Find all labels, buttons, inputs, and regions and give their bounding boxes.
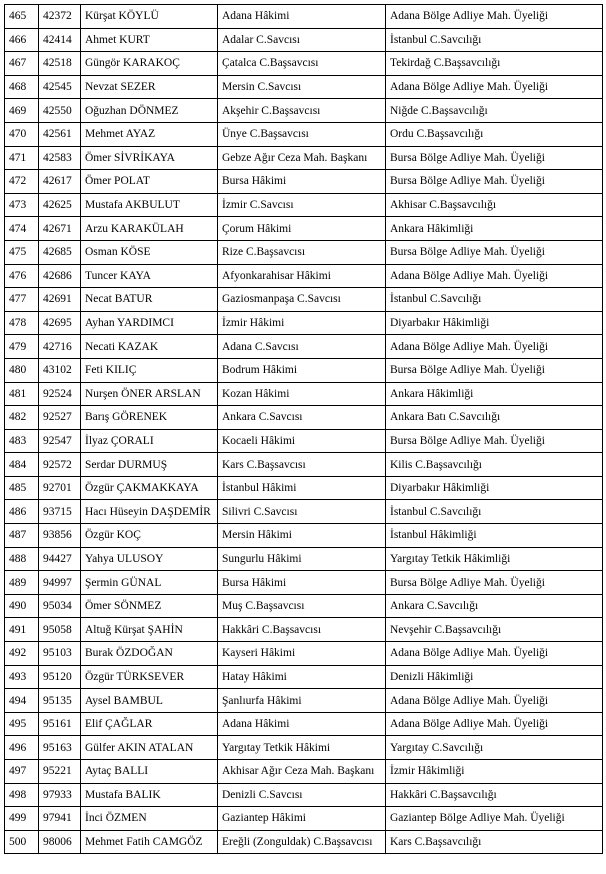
registry-number-cell: 42550: [39, 99, 81, 123]
person-name-cell: Şermin GÜNAL: [81, 571, 218, 595]
person-name-cell: Burak ÖZDOĞAN: [81, 642, 218, 666]
new-position-cell: İzmir Hâkimliği: [386, 760, 603, 784]
registry-number-cell: 93715: [39, 500, 81, 524]
current-position-cell: Gebze Ağır Ceza Mah. Başkanı: [218, 146, 386, 170]
current-position-cell: Çorum Hâkimi: [218, 217, 386, 241]
registry-number-cell: 92524: [39, 382, 81, 406]
table-row: [5, 193, 603, 217]
new-position-cell: İstanbul C.Savcılığı: [386, 288, 603, 312]
registry-number-cell: 95135: [39, 689, 81, 713]
table-row: [5, 240, 603, 264]
row-number-cell: 496: [5, 736, 39, 760]
person-name-cell: Ömer SÖNMEZ: [81, 594, 218, 618]
new-position-cell: İstanbul Hâkimliği: [386, 524, 603, 548]
registry-number-cell: 94427: [39, 547, 81, 571]
person-name-cell: Aytaç BALLI: [81, 760, 218, 784]
table-row: [5, 217, 603, 241]
new-position-cell: Denizli Hâkimliği: [386, 665, 603, 689]
current-position-cell: Gaziantep Hâkimi: [218, 807, 386, 831]
registry-number-cell: 42695: [39, 311, 81, 335]
person-name-cell: Osman KÖSE: [81, 240, 218, 264]
new-position-cell: Adana Bölge Adliye Mah. Üyeliği: [386, 5, 603, 29]
new-position-cell: Bursa Bölge Adliye Mah. Üyeliği: [386, 358, 603, 382]
table-row: [5, 99, 603, 123]
new-position-cell: Gaziantep Bölge Adliye Mah. Üyeliği: [386, 807, 603, 831]
table-row: [5, 146, 603, 170]
new-position-cell: Diyarbakır Hâkimliği: [386, 476, 603, 500]
table-row: [5, 783, 603, 807]
current-position-cell: Adalar C.Savcısı: [218, 28, 386, 52]
table-row: [5, 689, 603, 713]
new-position-cell: Bursa Bölge Adliye Mah. Üyeliği: [386, 429, 603, 453]
person-name-cell: Aysel BAMBUL: [81, 689, 218, 713]
person-name-cell: İlyaz ÇORALI: [81, 429, 218, 453]
person-name-cell: Necat BATUR: [81, 288, 218, 312]
table-row: [5, 524, 603, 548]
new-position-cell: Ordu C.Başsavcılığı: [386, 122, 603, 146]
new-position-cell: Adana Bölge Adliye Mah. Üyeliği: [386, 712, 603, 736]
registry-number-cell: 43102: [39, 358, 81, 382]
registry-number-cell: 42561: [39, 122, 81, 146]
current-position-cell: Kocaeli Hâkimi: [218, 429, 386, 453]
current-position-cell: Kars C.Başsavcısı: [218, 453, 386, 477]
registry-number-cell: 95120: [39, 665, 81, 689]
table-row: [5, 406, 603, 430]
table-row: [5, 618, 603, 642]
new-position-cell: Ankara C.Savcılığı: [386, 594, 603, 618]
current-position-cell: Gaziosmanpaşa C.Savcısı: [218, 288, 386, 312]
row-number-cell: 497: [5, 760, 39, 784]
person-name-cell: Ömer SİVRİKAYA: [81, 146, 218, 170]
registry-number-cell: 95058: [39, 618, 81, 642]
person-name-cell: Mustafa BALIK: [81, 783, 218, 807]
registry-number-cell: 98006: [39, 830, 81, 854]
new-position-cell: Akhisar C.Başsavcılığı: [386, 193, 603, 217]
row-number-cell: 482: [5, 406, 39, 430]
current-position-cell: Ankara C.Savcısı: [218, 406, 386, 430]
new-position-cell: Bursa Bölge Adliye Mah. Üyeliği: [386, 146, 603, 170]
new-position-cell: Ankara Batı C.Savcılığı: [386, 406, 603, 430]
table-row: [5, 500, 603, 524]
person-name-cell: Elif ÇAĞLAR: [81, 712, 218, 736]
registry-number-cell: 92701: [39, 476, 81, 500]
row-number-cell: 494: [5, 689, 39, 713]
table-body: [5, 5, 603, 854]
new-position-cell: Tekirdağ C.Başsavcılığı: [386, 52, 603, 76]
current-position-cell: Ünye C.Başsavcısı: [218, 122, 386, 146]
registry-number-cell: 42691: [39, 288, 81, 312]
table-row: [5, 760, 603, 784]
row-number-cell: 495: [5, 712, 39, 736]
new-position-cell: Adana Bölge Adliye Mah. Üyeliği: [386, 335, 603, 359]
person-name-cell: Nevzat SEZER: [81, 75, 218, 99]
new-position-cell: Hakkâri C.Başsavcılığı: [386, 783, 603, 807]
table-row: [5, 429, 603, 453]
row-number-cell: 498: [5, 783, 39, 807]
new-position-cell: Ankara Hâkimliği: [386, 382, 603, 406]
row-number-cell: 485: [5, 476, 39, 500]
table-row: [5, 453, 603, 477]
table-row: [5, 75, 603, 99]
table-row: [5, 52, 603, 76]
row-number-cell: 484: [5, 453, 39, 477]
person-name-cell: Özgür ÇAKMAKKAYA: [81, 476, 218, 500]
table-row: [5, 594, 603, 618]
row-number-cell: 471: [5, 146, 39, 170]
table-row: [5, 736, 603, 760]
current-position-cell: Mersin C.Savcısı: [218, 75, 386, 99]
table-row: [5, 335, 603, 359]
current-position-cell: Silivri C.Savcısı: [218, 500, 386, 524]
person-name-cell: Serdar DURMUŞ: [81, 453, 218, 477]
table-row: [5, 311, 603, 335]
row-number-cell: 483: [5, 429, 39, 453]
current-position-cell: İstanbul Hâkimi: [218, 476, 386, 500]
table-row: [5, 358, 603, 382]
person-name-cell: Ömer POLAT: [81, 170, 218, 194]
person-name-cell: Gülfer AKIN ATALAN: [81, 736, 218, 760]
appointments-table: [4, 4, 603, 854]
document-page: [4, 4, 602, 854]
new-position-cell: Adana Bölge Adliye Mah. Üyeliği: [386, 642, 603, 666]
current-position-cell: Hakkâri C.Başsavcısı: [218, 618, 386, 642]
row-number-cell: 465: [5, 5, 39, 29]
person-name-cell: Özgür TÜRKSEVER: [81, 665, 218, 689]
current-position-cell: Çatalca C.Başsavcısı: [218, 52, 386, 76]
person-name-cell: Ayhan YARDIMCI: [81, 311, 218, 335]
new-position-cell: Diyarbakır Hâkimliği: [386, 311, 603, 335]
new-position-cell: Adana Bölge Adliye Mah. Üyeliği: [386, 264, 603, 288]
table-row: [5, 642, 603, 666]
row-number-cell: 500: [5, 830, 39, 854]
registry-number-cell: 42625: [39, 193, 81, 217]
new-position-cell: Yargıtay C.Savcılığı: [386, 736, 603, 760]
new-position-cell: Kars C.Başsavcılığı: [386, 830, 603, 854]
table-row: [5, 28, 603, 52]
person-name-cell: Nurşen ÖNER ARSLAN: [81, 382, 218, 406]
registry-number-cell: 95103: [39, 642, 81, 666]
person-name-cell: İnci ÖZMEN: [81, 807, 218, 831]
registry-number-cell: 42583: [39, 146, 81, 170]
row-number-cell: 467: [5, 52, 39, 76]
new-position-cell: Adana Bölge Adliye Mah. Üyeliği: [386, 75, 603, 99]
registry-number-cell: 95161: [39, 712, 81, 736]
current-position-cell: Akşehir C.Başsavcısı: [218, 99, 386, 123]
registry-number-cell: 97941: [39, 807, 81, 831]
row-number-cell: 466: [5, 28, 39, 52]
registry-number-cell: 42716: [39, 335, 81, 359]
new-position-cell: Bursa Bölge Adliye Mah. Üyeliği: [386, 240, 603, 264]
registry-number-cell: 95163: [39, 736, 81, 760]
person-name-cell: Hacı Hüseyin DAŞDEMİR: [81, 500, 218, 524]
new-position-cell: İstanbul C.Savcılığı: [386, 500, 603, 524]
new-position-cell: Ankara Hâkimliği: [386, 217, 603, 241]
registry-number-cell: 94997: [39, 571, 81, 595]
person-name-cell: Arzu KARAKÜLAH: [81, 217, 218, 241]
row-number-cell: 468: [5, 75, 39, 99]
row-number-cell: 475: [5, 240, 39, 264]
current-position-cell: Adana Hâkimi: [218, 5, 386, 29]
row-number-cell: 491: [5, 618, 39, 642]
registry-number-cell: 42686: [39, 264, 81, 288]
row-number-cell: 474: [5, 217, 39, 241]
current-position-cell: Afyonkarahisar Hâkimi: [218, 264, 386, 288]
current-position-cell: Sungurlu Hâkimi: [218, 547, 386, 571]
current-position-cell: Hatay Hâkimi: [218, 665, 386, 689]
current-position-cell: Adana Hâkimi: [218, 712, 386, 736]
row-number-cell: 487: [5, 524, 39, 548]
person-name-cell: Özgür KOÇ: [81, 524, 218, 548]
table-row: [5, 288, 603, 312]
registry-number-cell: 42414: [39, 28, 81, 52]
new-position-cell: Niğde C.Başsavcılığı: [386, 99, 603, 123]
table-row: [5, 382, 603, 406]
person-name-cell: Kürşat KÖYLÜ: [81, 5, 218, 29]
row-number-cell: 490: [5, 594, 39, 618]
person-name-cell: Altuğ Kürşat ŞAHİN: [81, 618, 218, 642]
registry-number-cell: 93856: [39, 524, 81, 548]
table-row: [5, 170, 603, 194]
person-name-cell: Mehmet Fatih CAMGÖZ: [81, 830, 218, 854]
new-position-cell: Yargıtay Tetkik Hâkimliği: [386, 547, 603, 571]
current-position-cell: Adana C.Savcısı: [218, 335, 386, 359]
registry-number-cell: 92527: [39, 406, 81, 430]
row-number-cell: 476: [5, 264, 39, 288]
person-name-cell: Barış GÖRENEK: [81, 406, 218, 430]
current-position-cell: İzmir Hâkimi: [218, 311, 386, 335]
row-number-cell: 489: [5, 571, 39, 595]
person-name-cell: Tuncer KAYA: [81, 264, 218, 288]
new-position-cell: Bursa Bölge Adliye Mah. Üyeliği: [386, 571, 603, 595]
current-position-cell: Ereğli (Zonguldak) C.Başsavcısı: [218, 830, 386, 854]
current-position-cell: Bursa Hâkimi: [218, 571, 386, 595]
table-row: [5, 264, 603, 288]
table-row: [5, 5, 603, 29]
row-number-cell: 473: [5, 193, 39, 217]
person-name-cell: Mehmet AYAZ: [81, 122, 218, 146]
current-position-cell: Yargıtay Tetkik Hâkimi: [218, 736, 386, 760]
person-name-cell: Güngör KARAKOÇ: [81, 52, 218, 76]
registry-number-cell: 42671: [39, 217, 81, 241]
table-row: [5, 712, 603, 736]
row-number-cell: 492: [5, 642, 39, 666]
registry-number-cell: 95034: [39, 594, 81, 618]
registry-number-cell: 42617: [39, 170, 81, 194]
row-number-cell: 481: [5, 382, 39, 406]
registry-number-cell: 92547: [39, 429, 81, 453]
current-position-cell: Akhisar Ağır Ceza Mah. Başkanı: [218, 760, 386, 784]
registry-number-cell: 92572: [39, 453, 81, 477]
current-position-cell: İzmir C.Savcısı: [218, 193, 386, 217]
new-position-cell: Bursa Bölge Adliye Mah. Üyeliği: [386, 170, 603, 194]
registry-number-cell: 42372: [39, 5, 81, 29]
table-row: [5, 547, 603, 571]
person-name-cell: Feti KILIÇ: [81, 358, 218, 382]
current-position-cell: Mersin Hâkimi: [218, 524, 386, 548]
table-row: [5, 122, 603, 146]
row-number-cell: 493: [5, 665, 39, 689]
row-number-cell: 478: [5, 311, 39, 335]
person-name-cell: Mustafa AKBULUT: [81, 193, 218, 217]
table-row: [5, 807, 603, 831]
current-position-cell: Denizli C.Savcısı: [218, 783, 386, 807]
person-name-cell: Yahya ULUSOY: [81, 547, 218, 571]
table-row: [5, 476, 603, 500]
person-name-cell: Ahmet KURT: [81, 28, 218, 52]
table-row: [5, 830, 603, 854]
table-row: [5, 665, 603, 689]
new-position-cell: Nevşehir C.Başsavcılığı: [386, 618, 603, 642]
person-name-cell: Oğuzhan DÖNMEZ: [81, 99, 218, 123]
new-position-cell: Adana Bölge Adliye Mah. Üyeliği: [386, 689, 603, 713]
row-number-cell: 472: [5, 170, 39, 194]
table-row: [5, 571, 603, 595]
current-position-cell: Bodrum Hâkimi: [218, 358, 386, 382]
person-name-cell: Necati KAZAK: [81, 335, 218, 359]
current-position-cell: Şanlıurfa Hâkimi: [218, 689, 386, 713]
row-number-cell: 477: [5, 288, 39, 312]
row-number-cell: 470: [5, 122, 39, 146]
current-position-cell: Kozan Hâkimi: [218, 382, 386, 406]
current-position-cell: Kayseri Hâkimi: [218, 642, 386, 666]
row-number-cell: 479: [5, 335, 39, 359]
registry-number-cell: 97933: [39, 783, 81, 807]
registry-number-cell: 95221: [39, 760, 81, 784]
current-position-cell: Bursa Hâkimi: [218, 170, 386, 194]
new-position-cell: Kilis C.Başsavcılığı: [386, 453, 603, 477]
registry-number-cell: 42518: [39, 52, 81, 76]
row-number-cell: 499: [5, 807, 39, 831]
row-number-cell: 480: [5, 358, 39, 382]
registry-number-cell: 42545: [39, 75, 81, 99]
row-number-cell: 488: [5, 547, 39, 571]
row-number-cell: 469: [5, 99, 39, 123]
row-number-cell: 486: [5, 500, 39, 524]
new-position-cell: İstanbul C.Savcılığı: [386, 28, 603, 52]
current-position-cell: Rize C.Başsavcısı: [218, 240, 386, 264]
current-position-cell: Muş C.Başsavcısı: [218, 594, 386, 618]
registry-number-cell: 42685: [39, 240, 81, 264]
